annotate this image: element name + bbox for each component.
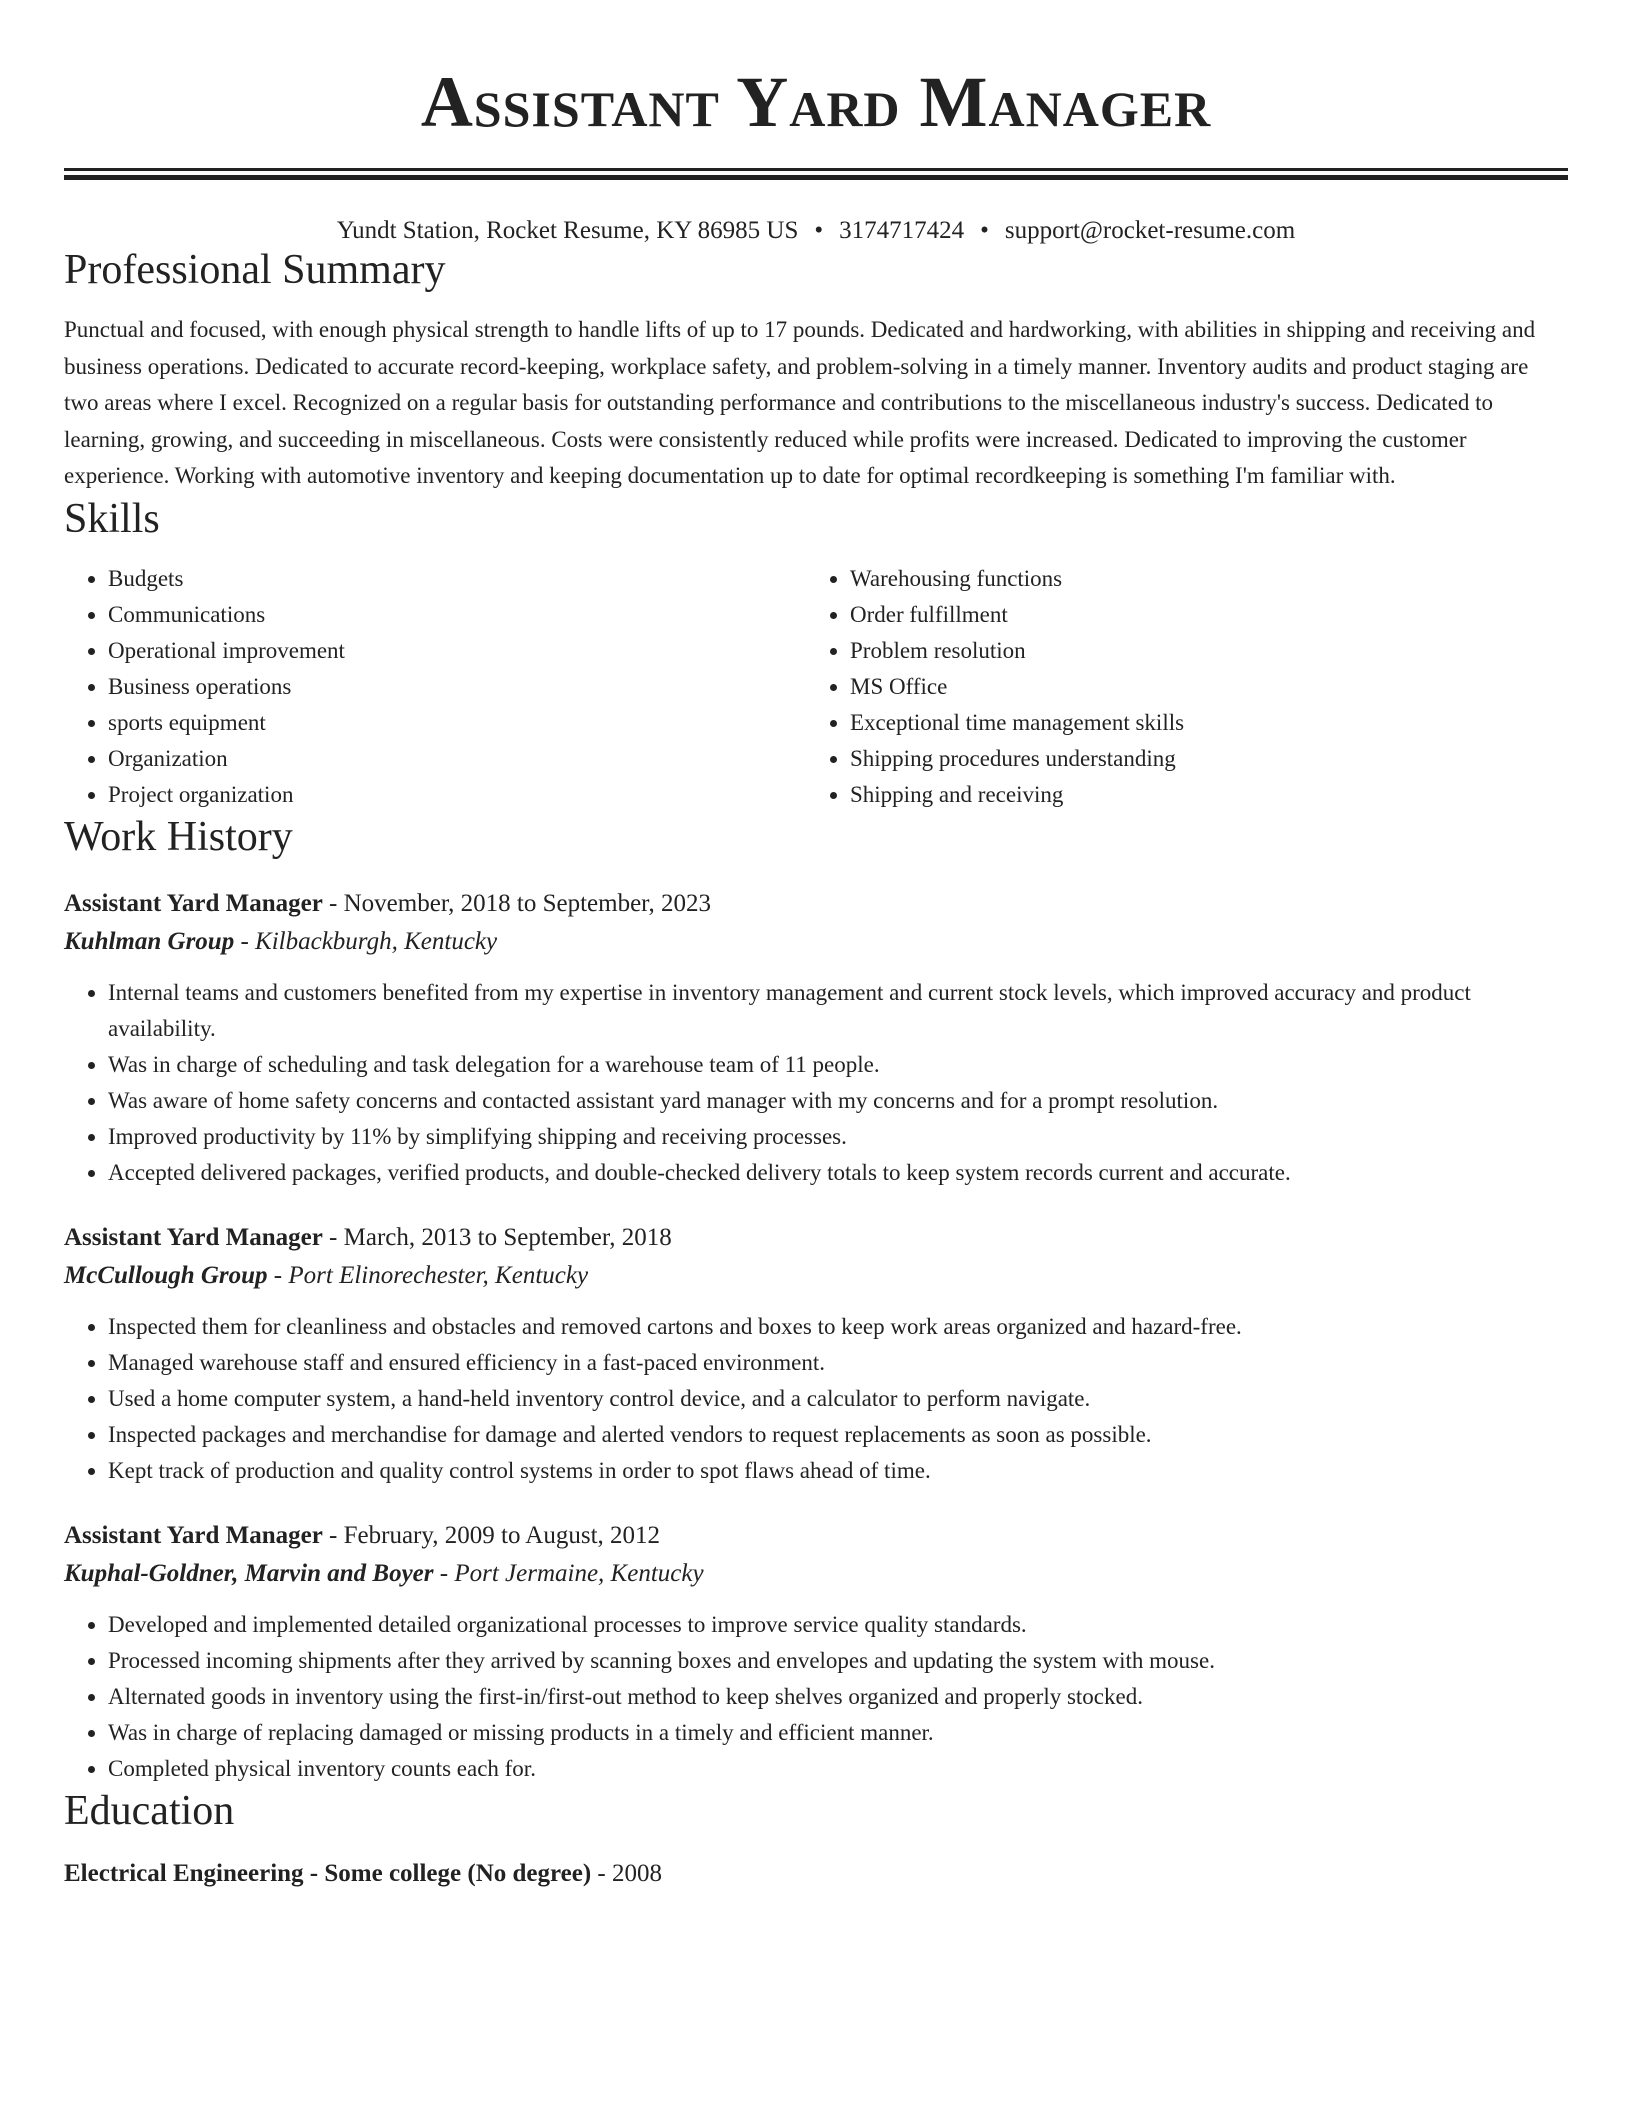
job-bullets (64, 975, 1568, 1191)
job-dates: - November, 2018 to September, 2023 (322, 889, 711, 917)
job-title: Assistant Yard Manager (64, 1223, 323, 1251)
skill-item: • Operational improvement (108, 633, 806, 669)
summary-text: Punctual and focused, with enough physical strength to handle lifts of up to 17 pounds. Dedicated and hardworking, with abilities in shipping and receiving and business operations. Dedicated to accurate record-keeping, workplace safety, and problem-solving in a timely manner. Inventory audits and product staging are two areas where I excel. Recognized on a regular basis for outstanding performance and contributions to the miscellaneous industry's success. Dedicated to learning, growing, and succeeding in miscellaneous. Costs were consistently reduced while profits were increased. Dedicated to improving the customer experience. Working with automotive inventory and keeping documentation up to date for optimal recordkeeping is something I'm familiar with. (64, 317, 1536, 488)
job-bullet: • Improved productivity by 11% by simplifying shipping and receiving processes. (108, 1119, 1568, 1155)
resume-title: Assistant Yard Manager (420, 62, 1212, 142)
work-history-heading: Work History (64, 813, 293, 860)
job-bullets (64, 1309, 1568, 1489)
job-entry (64, 1219, 1568, 1489)
job-title-line (64, 885, 1568, 923)
job-bullet: • Processed incoming shipments after they arrived by scanning boxes and envelopes and updating the system with mouse. (108, 1643, 1568, 1679)
skill-item: • Shipping procedures understanding (850, 741, 1548, 777)
education-entry (64, 1855, 1568, 1893)
education-year: - 2008 (591, 1859, 662, 1887)
job-bullet: • Managed warehouse staff and ensured efficiency in a fast-paced environment. (108, 1345, 1568, 1381)
job-location: - Kilbackburgh, Kentucky (234, 927, 498, 955)
education-degree: Electrical Engineering - Some college (No degree) (64, 1859, 592, 1887)
skill-item: • sports equipment (108, 705, 806, 741)
skill-item: • Warehousing functions (850, 561, 1548, 597)
skill-item: • Organization (108, 741, 806, 777)
summary-heading: Professional Summary (64, 247, 446, 293)
job-dates: - March, 2013 to September, 2018 (322, 1223, 672, 1251)
skills-column-left (64, 561, 806, 813)
skill-item: • Communications (108, 597, 806, 633)
job-bullet: • Was in charge of scheduling and task delegation for a warehouse team of 11 people. (108, 1047, 1568, 1083)
job-company-line (64, 1555, 1568, 1593)
skills-column-right (806, 561, 1548, 813)
job-company: McCullough Group (64, 1261, 268, 1289)
job-bullet: • Inspected them for cleanliness and obstacles and removed cartons and boxes to keep work areas organized and hazard-free. (108, 1309, 1568, 1345)
skill-item: • Shipping and receiving (850, 777, 1548, 813)
job-bullet: • Was aware of home safety concerns and contacted assistant yard manager with my concerns and for a prompt resolution. (108, 1083, 1568, 1119)
job-dates: - February, 2009 to August, 2012 (322, 1521, 661, 1549)
job-bullet: • Was in charge of replacing damaged or missing products in a timely and efficient manner. (108, 1715, 1568, 1751)
job-company: Kuhlman Group (64, 927, 235, 955)
job-bullet: • Accepted delivered packages, verified products, and double-checked delivery totals to keep system records current and accurate. (108, 1155, 1568, 1191)
job-bullet: • Completed physical inventory counts each for. (108, 1751, 1568, 1787)
job-company-line (64, 923, 1568, 961)
skill-item: • Problem resolution (850, 633, 1548, 669)
job-bullet: • Inspected packages and merchandise for damage and alerted vendors to request replacements as soon as possible. (108, 1417, 1568, 1453)
job-bullet: • Alternated goods in inventory using the first-in/first-out method to keep shelves organized and properly stocked. (108, 1679, 1568, 1715)
job-bullet: • Kept track of production and quality control systems in order to spot flaws ahead of time. (108, 1453, 1568, 1489)
job-title: Assistant Yard Manager (64, 889, 323, 917)
job-location: - Port Elinorechester, Kentucky (267, 1261, 589, 1289)
skill-item: • Order fulfillment (850, 597, 1548, 633)
contact-phone: 3174717424 (839, 217, 965, 244)
skill-item: • MS Office (850, 669, 1548, 705)
job-bullets (64, 1607, 1568, 1787)
job-bullet: • Internal teams and customers benefited from my expertise in inventory management and current stock levels, which improved accuracy and product availability. (108, 975, 1568, 1047)
skills-list (64, 561, 1568, 813)
contact-separator: • (814, 217, 824, 244)
contact-email: support@rocket-resume.com (1004, 217, 1296, 244)
skill-item: • Business operations (108, 669, 806, 705)
job-title: Assistant Yard Manager (64, 1521, 323, 1549)
job-entry (64, 1517, 1568, 1787)
skill-item: • Project organization (108, 777, 806, 813)
job-bullet: • Used a home computer system, a hand-held inventory control device, and a calculator to perform navigate. (108, 1381, 1568, 1417)
skill-item: • Exceptional time management skills (850, 705, 1548, 741)
skills-heading: Skills (64, 495, 160, 542)
skill-item: • Budgets (108, 561, 806, 597)
job-title-line (64, 1219, 1568, 1257)
job-company: Kuphal-Goldner, Marvin and Boyer (64, 1559, 434, 1587)
job-title-line (64, 1517, 1568, 1555)
job-entry (64, 885, 1568, 1191)
job-location: - Port Jermaine, Kentucky (433, 1559, 704, 1587)
education-heading: Education (64, 1787, 235, 1834)
title-divider (64, 168, 1568, 180)
job-bullet: • Developed and implemented detailed organizational processes to improve service quality standards. (108, 1607, 1568, 1643)
contact-separator: • (980, 217, 989, 244)
contact-line (64, 216, 1568, 246)
contact-address: Yundt Station, Rocket Resume, KY 86985 US (336, 217, 799, 244)
job-company-line (64, 1257, 1568, 1295)
